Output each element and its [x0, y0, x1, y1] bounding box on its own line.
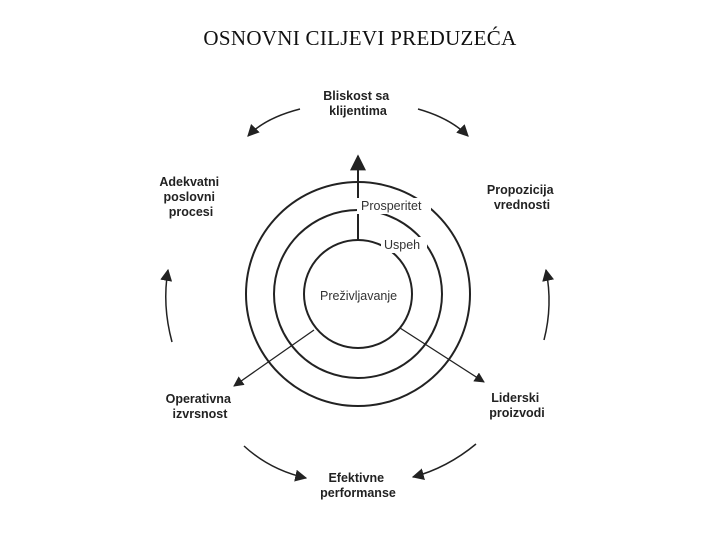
- cycle-arrow-left: [166, 270, 172, 342]
- arrow-bottom-left: [234, 330, 314, 386]
- cycle-arrow-bottom-left: [244, 446, 306, 478]
- goal-top-left: Adekvatni poslovni procesi: [159, 175, 220, 219]
- goal-top-right: Propozicija vrednosti: [486, 183, 554, 212]
- ring-label-survival: Preživljavanje: [320, 289, 398, 303]
- goal-bottom: Efektivne performanse: [320, 471, 396, 500]
- cycle-arrow-top-right: [418, 109, 468, 136]
- ring-label-prosperity: Prosperitet: [361, 199, 422, 213]
- cycle-arrow-bottom-right: [413, 444, 476, 477]
- cycle-arrow-right: [544, 270, 549, 340]
- arrow-bottom-right: [400, 328, 484, 382]
- goal-bottom-left: Operativna izvrsnost: [165, 392, 231, 421]
- cycle-arrow-top-left: [248, 109, 300, 136]
- ring-label-success: Uspeh: [384, 238, 421, 252]
- goal-top: Bliskost sa klijentima: [323, 89, 390, 118]
- page-title: OSNOVNI CILJEVI PREDUZEĆA: [203, 26, 517, 50]
- goal-bottom-right: Liderski proizvodi: [489, 391, 545, 420]
